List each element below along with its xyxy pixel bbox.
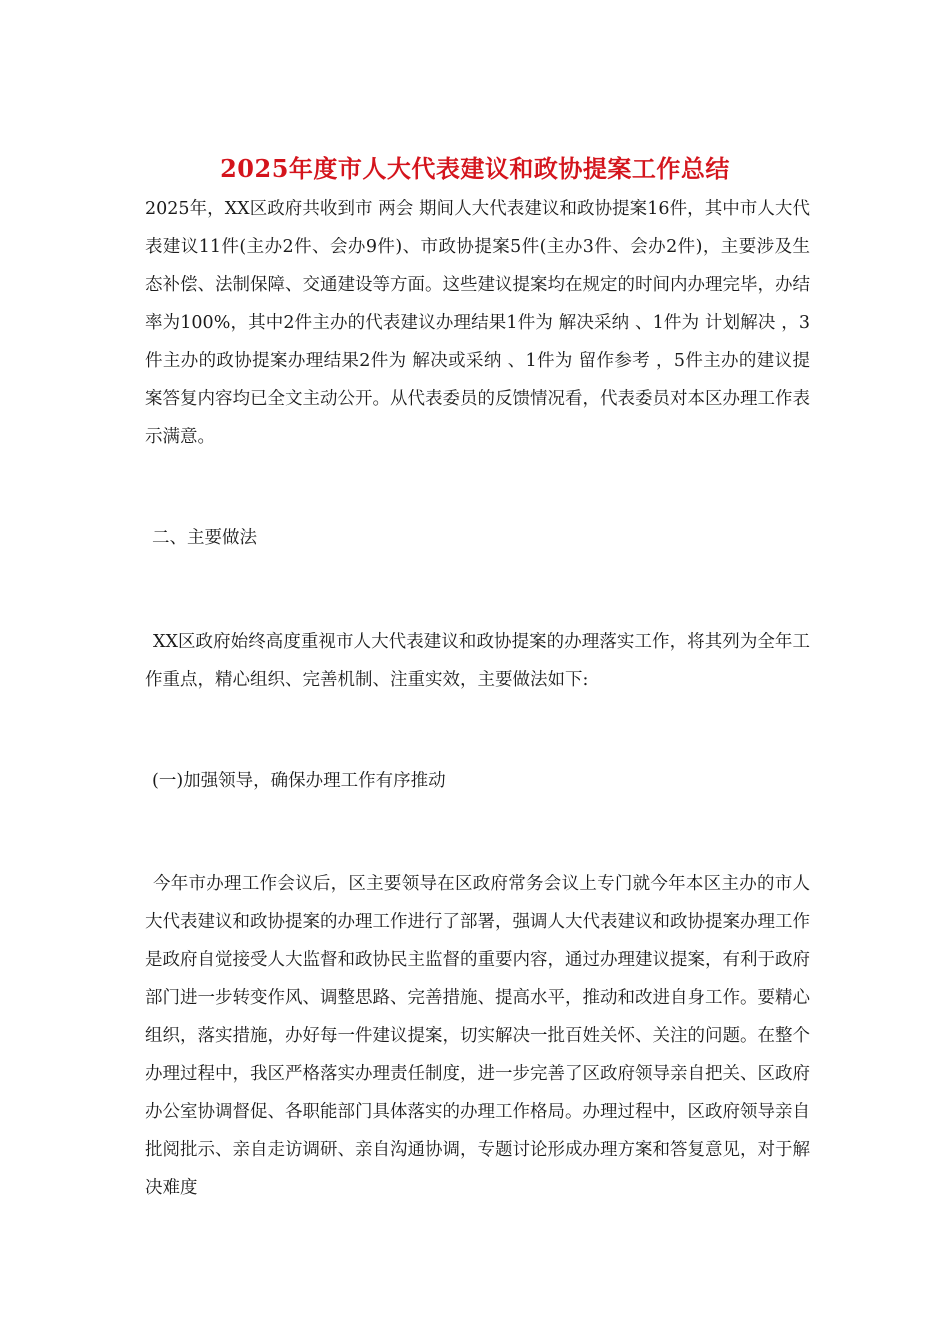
subsection-heading-leadership: (一)加强领导，确保办理工作有序推动 <box>152 771 446 791</box>
section-heading-main-practices: 二、主要做法 <box>152 528 257 548</box>
document-title: 2025年度市人大代表建议和政协提案工作总结 <box>220 154 730 183</box>
practices-intro-paragraph: XX区政府始终高度重视市人大代表建议和政协提案的办理落实工作，将其列为全年工作重点，精心组织、完善机制、注重实效，主要做法如下: <box>145 632 810 690</box>
leadership-paragraph: 今年市办理工作会议后，区主要领导在区政府常务会议上专门就今年本区主办的市人大代表建议和政协提案的办理工作进行了部署，强调人大代表建议和政协提案办理工作是政府自觉接受人大监督和政协民主监督的重要内容，通过办理建议提案，有利于政府部门进一步转变作风、调整思路、完善措施、提高水平，推动和改进自身工作。要精心组织，落实措施，办好每一件建议提案，切实解决一批百姓关怀、关注的问题。在整个办理过程中，我区严格落实办理责任制度，进一步完善了区政府领导亲自把关、区政府办公室协调督促、各职能部门具体落实的办理工作格局。办理过程中，区政府领导亲自批阅批示、亲自走访调研、亲自沟通协调，专题讨论形成办理方案和答复意见，对于解决难度 <box>145 874 810 1198</box>
summary-paragraph: 2025年，XX区政府共收到市 两会 期间人大代表建议和政协提案16件，其中市人大代表建议11件(主办2件、会办9件)、市政协提案5件(主办3件、会办2件)，主要涉及生态补偿、法制保障、交通建设等方面。这些建议提案均在规定的时间内办理完毕，办结率为100%，其中2件主办的代表建议办理结果1件为 解决采纳 、1件为 计划解决 ，3件主办的政协提案办理结果2件为 解决或采纳 、1件为 留作参考 ，5件主办的建议提案答复内容均已全文主动公开。从代表委员的反馈情况看，代表委员对本区办理工作表示满意。 <box>145 199 810 447</box>
